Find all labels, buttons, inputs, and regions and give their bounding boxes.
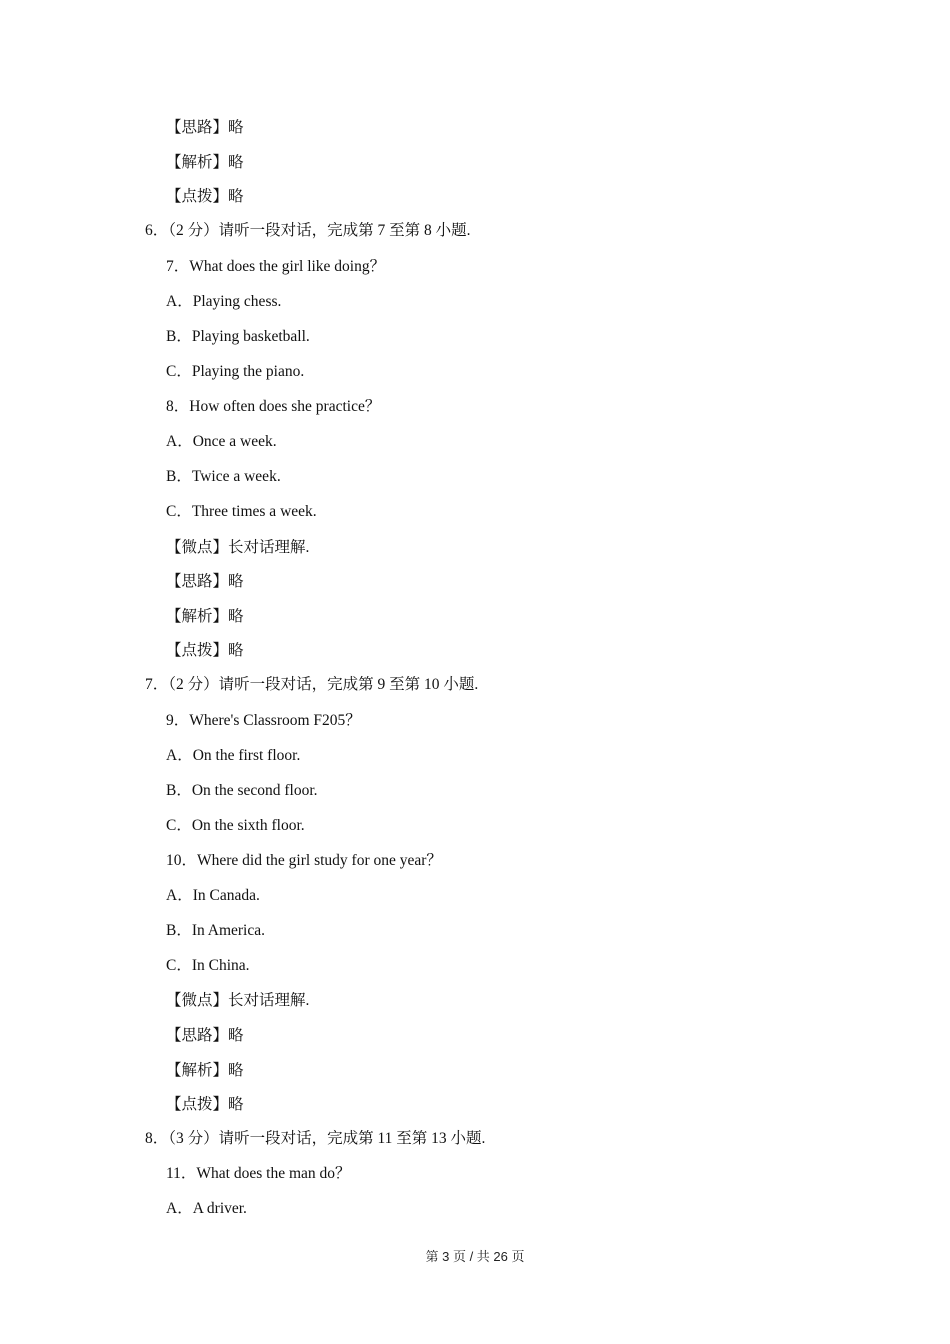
section-label-silu: 【思路】略 (166, 573, 244, 590)
page-number-footer: 第 3 页 / 共 26 页 (425, 1249, 525, 1264)
question-10-option-a: A．In Canada. (166, 887, 260, 904)
question-8-option-b: B．Twice a week. (166, 468, 281, 485)
question-8-option-c: C．Three times a week. (166, 503, 317, 520)
section-label-jiexi: 【解析】略 (166, 608, 244, 625)
section-label-jiexi: 【解析】略 (166, 154, 244, 171)
section-label-dianbo: 【点拨】略 (166, 642, 244, 659)
section-label-dianbo: 【点拨】略 (166, 188, 244, 205)
question-9-option-a: A．On the first floor. (166, 747, 301, 764)
question-9-text: 9．Where's Classroom F205？ (166, 712, 361, 729)
section-label-jiexi: 【解析】略 (166, 1062, 244, 1079)
question-11-text: 11．What does the man do？ (166, 1165, 351, 1182)
question-6-heading: 6．（2 分）请听一段对话，完成第 7 至第 8 小题. (145, 222, 471, 239)
section-label-silu: 【思路】略 (166, 119, 244, 136)
question-8-option-a: A．Once a week. (166, 433, 277, 450)
question-11-option-a: A．A driver. (166, 1200, 247, 1217)
question-10-text: 10．Where did the girl study for one year？ (166, 852, 442, 869)
question-10-option-b: B．In America. (166, 922, 266, 939)
section-label-dianbo: 【点拨】略 (166, 1096, 244, 1113)
section-label-silu: 【思路】略 (166, 1027, 244, 1044)
question-7-text: 7．What does the girl like doing？ (166, 258, 386, 275)
section-label-weidian: 【微点】长对话理解. (166, 539, 310, 556)
question-8-text: 8．How often does she practice？ (166, 398, 381, 415)
question-10-option-c: C．In China. (166, 957, 250, 974)
question-8-heading: 8．（3 分）请听一段对话，完成第 11 至第 13 小题. (145, 1130, 486, 1147)
question-7-option-c: C．Playing the piano. (166, 363, 305, 380)
question-7-option-b: B．Playing basketball. (166, 328, 310, 345)
question-7-option-a: A．Playing chess. (166, 293, 282, 310)
section-label-weidian: 【微点】长对话理解. (166, 992, 310, 1009)
question-9-option-b: B．On the second floor. (166, 782, 318, 799)
question-9-option-c: C．On the sixth floor. (166, 817, 305, 834)
question-7-heading: 7．（2 分）请听一段对话，完成第 9 至第 10 小题. (145, 676, 479, 693)
